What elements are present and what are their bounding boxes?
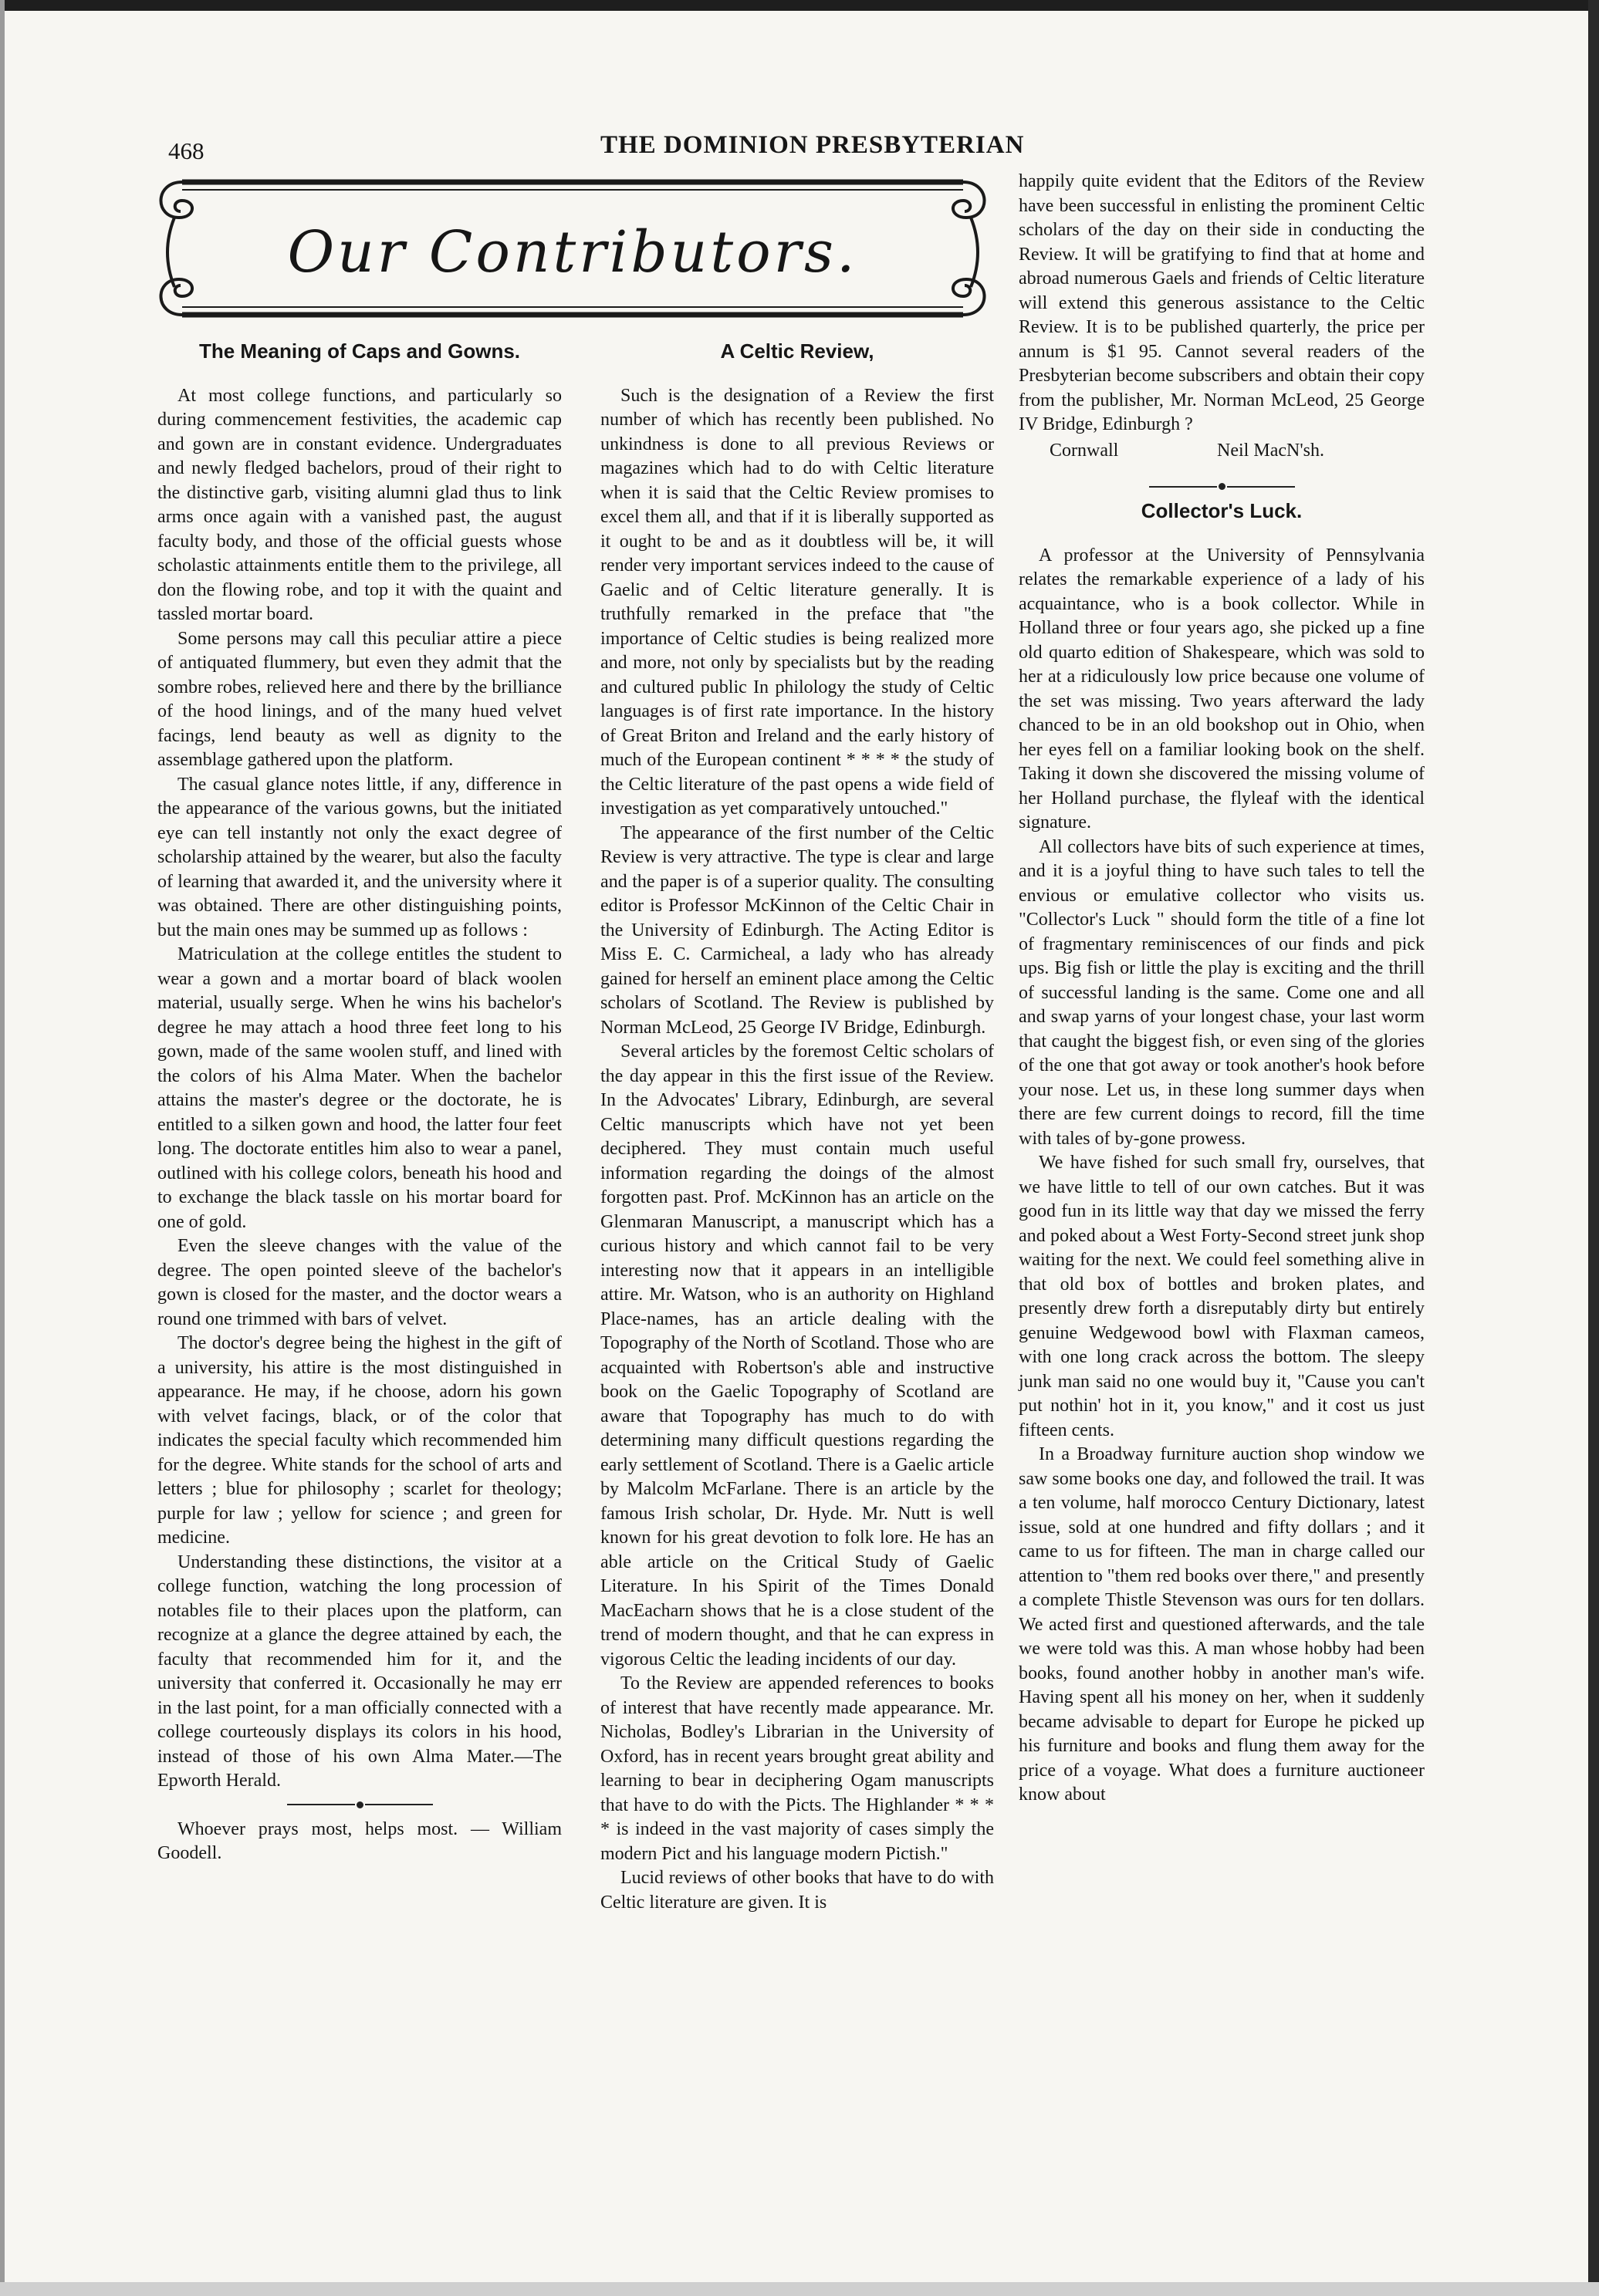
article-title-collectors-luck: Collector's Luck. (1141, 499, 1303, 522)
scan-right-border (1588, 0, 1599, 2296)
paragraph: A professor at the University of Pennsylvania relates the remarkable experience of a lady of his acquaintance, who is a book collector. While in Holland three or four years ago, she picked up a fine old quarto edition of Shakespeare, which was sold to her at a ridiculously low price because one volume of the set was missing. Two years afterward the lady chanced to be in an old bookshop out in Ohio, when her eyes fell on a familiar looking book on the shelf. Taking it down she discovered the missing volume of her Holland purchase, the flyleaf with the identical signature. (1019, 545, 1425, 832)
article-title-celtic-review: A Celtic Review, (720, 339, 874, 363)
quotation: Whoever prays most, helps most. — William Goodell. (157, 1818, 562, 1863)
article-credit (1019, 439, 1425, 464)
paragraph: Some persons may call this peculiar attire a piece of antiquated flummery, but even they admit that the sombre robes, relieved here and there by the brilliance of the hood linings, and of the many hued velvet facings, lend beauty as well as dignity to the assemblage gathered upon the platform. (157, 628, 562, 770)
column-left (157, 339, 562, 1866)
paragraph-continuation: happily quite evident that the Editors of the Review have been successful in enlisting the prominent Celtic scholars of the day on their side in conducting the Review. It will be gratifying to find that at home and abroad numerous Gaels and friends of Celtic literature will extend this generous assistance to the Celtic Review. It is to be published quarterly, the price per annum is $1 95. Cannot several readers of the Presbyterian become subscribers and obtain their copy from the publisher, Mr. Norman McLeod, 25 George IV Bridge, Edinburgh ? (1019, 171, 1425, 434)
column-right (1019, 170, 1425, 1808)
column-middle (600, 339, 994, 1915)
scan-left-border (0, 0, 5, 2296)
paragraph: At most college functions, and particularly so during commencement festivities, the academic cap and gown are in constant evidence. Undergraduates and newly fledged bachelors, proud of their right to the distinctive garb, visiting alumni glad thus to link arms once again with a vanished past, the august faculty body, and those of the official guests whose scholastic attainments entitle them to the privilege, all don the flowing robe, and top it with the quaint and tassled mortar board. (157, 385, 562, 624)
paragraph: Several articles by the foremost Celtic scholars of the day appear in this the first issue of the Review. In the Advocates' Library, Edinburgh, are several Celtic manuscripts which have not yet been deciphered. They must contain much useful information regarding the doings of the almost forgotten past. Prof. McKinnon has an article on the Glenmaran Manuscript, a manuscript which has a curious history and which cannot fail to be very interesting now that it appears in an intelligible attire. Mr. Watson, who is an authority on Highland Place-names, has an article dealing with the Topography of the North of Scotland. Those who are acquainted with Robertson's able and instructive book on the Gaelic Topography of Scotland are aware that Topography has much to do with determining many difficult questions regarding the early settlement of Scotland. There is a Gaelic article by Malcolm McFarlane. There is an article by the famous Irish scholar, Dr. Hyde. Mr. Nutt is well known for his great devotion to folk lore. He has an able article on the Critical Study of Gaelic Literature. In his Spirit of the Times Donald MacEacharn shows that he is a close student of the trend of modern thought, and that he can express in vigorous Celtic the leading incidents of our day. (600, 1042, 994, 1670)
banner-title: Our Contributors. (287, 219, 858, 285)
credit-place: Cornwall (1050, 440, 1119, 461)
paragraph: Such is the designation of a Review the first number of which has recently been published. No unkindness is done to all previous Reviews or magazines which had to do with Celtic literature when it is said that the Celtic Review promises to excel them all, and that if it is liberally supported as it ought to be and as it doubtless will be, it will render very important services indeed to the cause of Gaelic and of Celtic literature generally. It is truthfully remarked in the preface that "the importance of Celtic studies is being realized more and more, not only by specialists but by the reading and cultured public In philology the study of Celtic languages is of first rate importance. In the history of Great Briton and Ireland and the early history of much of the European continent * * * * the study of the Celtic literature of the past opens a wide field of investigation as yet comparatively untouched." (600, 385, 994, 819)
scan-bottom-border (0, 2282, 1599, 2296)
separator-rule (157, 1801, 562, 1808)
running-header: THE DOMINION PRESBYTERIAN (600, 131, 1025, 159)
credit-author: Neil MacN'sh. (1217, 440, 1324, 461)
separator-rule (1019, 483, 1425, 490)
scan-top-border (0, 0, 1599, 11)
paragraph: Understanding these distinctions, the visitor at a college function, watching the long procession of notables file to their places upon the platform, can recognize at a glance the degree attained by each, the faculty that recommended him for it, and the university that conferred it. Occasionally he may err in the last point, for a man officially connected with a college courteously displays its colors in his hood, instead of those of his own Alma Mater.—The Epworth Herald. (157, 1551, 562, 1791)
paragraph: The appearance of the first number of the Celtic Review is very attractive. The type is clear and large and the paper is of a superior quality. The consulting editor is Professor McKinnon of the Celtic Chair in the University of Edinburgh. The Acting Editor is Miss E. C. Carmicheal, a lady who has already gained for herself an eminent place among the Celtic scholars of Scotland. The Review is published by Norman McLeod, 25 George IV Bridge, Edinburgh. (600, 822, 994, 1038)
paragraph: Even the sleeve changes with the value of the degree. The open pointed sleeve of the bachelor's gown is closed for the master, and the doctor wears a round one trimmed with bars of velvet. (157, 1236, 562, 1329)
section-banner (151, 171, 994, 326)
paragraph: In a Broadway furniture auction shop window we saw some books one day, and followed the trail. It was a ten volume, half morocco Century Dictionary, latest issue, sold at one hundred and fifty dollars ; and it came to us for fifteen. The man in charge called our attention to "them red books over there," and presently a complete Thistle Stevenson was ours for ten dollars. We acted first and questioned afterwards, and the tale we were told was this. A man whose hobby had been books, found another hobby in another man's wife. Having spent all his money on her, when it suddenly became advisable to depart for Europe he picked up his furniture and books and flung them away for the price of a voyage. What does a furniture auctioneer know about (1019, 1444, 1425, 1805)
paragraph: The doctor's degree being the highest in the gift of a university, his attire is the most distinguished in appearance. He may, if he choose, adorn his gown with velvet facings, black, or of the color that indicates the special faculty which recommended him for the degree. White stands for the school of arts and letters ; blue for philosophy ; scarlet for theology; purple for law ; yellow for science ; and green for medicine. (157, 1333, 562, 1548)
paragraph: Lucid reviews of other books that have to do with Celtic literature are given. It is (600, 1868, 994, 1913)
article-title-caps-gowns: The Meaning of Caps and Gowns. (198, 339, 521, 363)
paragraph: Matriculation at the college entitles the student to wear a gown and a mortar board of black woolen material, usually serge. When he wins his bachelor's degree he may attach a hood three feet long to his gown, made of the same woolen stuff, and lined with the colors of his Alma Mater. When the bachelor attains the master's degree or the doctorate, he is entitled to a silken gown and hood, the latter four feet long. The doctorate entitles him also to wear a panel, outlined with his college colors, beneath his hood and to exchange the black tassle on his mortar board for one of gold. (157, 944, 562, 1232)
paragraph: The casual glance notes little, if any, difference in the appearance of the various gowns, but the initiated eye can tell instantly not only the exact degree of scholarship attained by the wearer, but also the faculty of learning that awarded it, and the university where it was obtained. There are other distinguishing points, but the main ones may be summed up as follows : (157, 774, 562, 940)
page-number: 468 (168, 137, 205, 164)
paragraph: We have fished for such small fry, ourselves, that we have little to tell of our own catches. But it was good fun in its little way that day we missed the ferry and poked about a West Forty-Second street junk shop waiting for the next. We could feel something alive in that old box of bottles and broken plates, and presently drew forth a disreputably dirty but entirely genuine Wedgewood bowl with Flaxman cameos, with one long crack across the bottom. The sleepy junk man said no one would buy it, "Cause you can't put nothin' hot in it, you know," and it cost us just fifteen cents. (1019, 1153, 1425, 1440)
paragraph: All collectors have bits of such experience at times, and it is a joyful thing to have such tales to tell the envious or emulative collector who visits us. "Collector's Luck " should form the title of a fine lot of fragmentary reminiscences of our finds and pick ups. Big fish or little the play is exciting and the thrill of successful landing is the same. Come one and all and swap yarns of your longest chase, your last worm that caught the biggest fish, or even sing of the glories of the one that got away or took another's hook before your nose. Let us, in these long summer days when there are few current doings to record, fill the time with tales of by-gone prowess. (1019, 836, 1425, 1149)
paragraph: To the Review are appended references to books of interest that have recently made appearance. Mr. Nicholas, Bodley's Librarian in the University of Oxford, has in recent years brought great ability and learning to bear in deciphering Ogam manuscripts that have to do with the Picts. The Highlander * * * * is indeed in the vast majority of cases simply the modern Pict and his language modern Pictish." (600, 1673, 994, 1864)
